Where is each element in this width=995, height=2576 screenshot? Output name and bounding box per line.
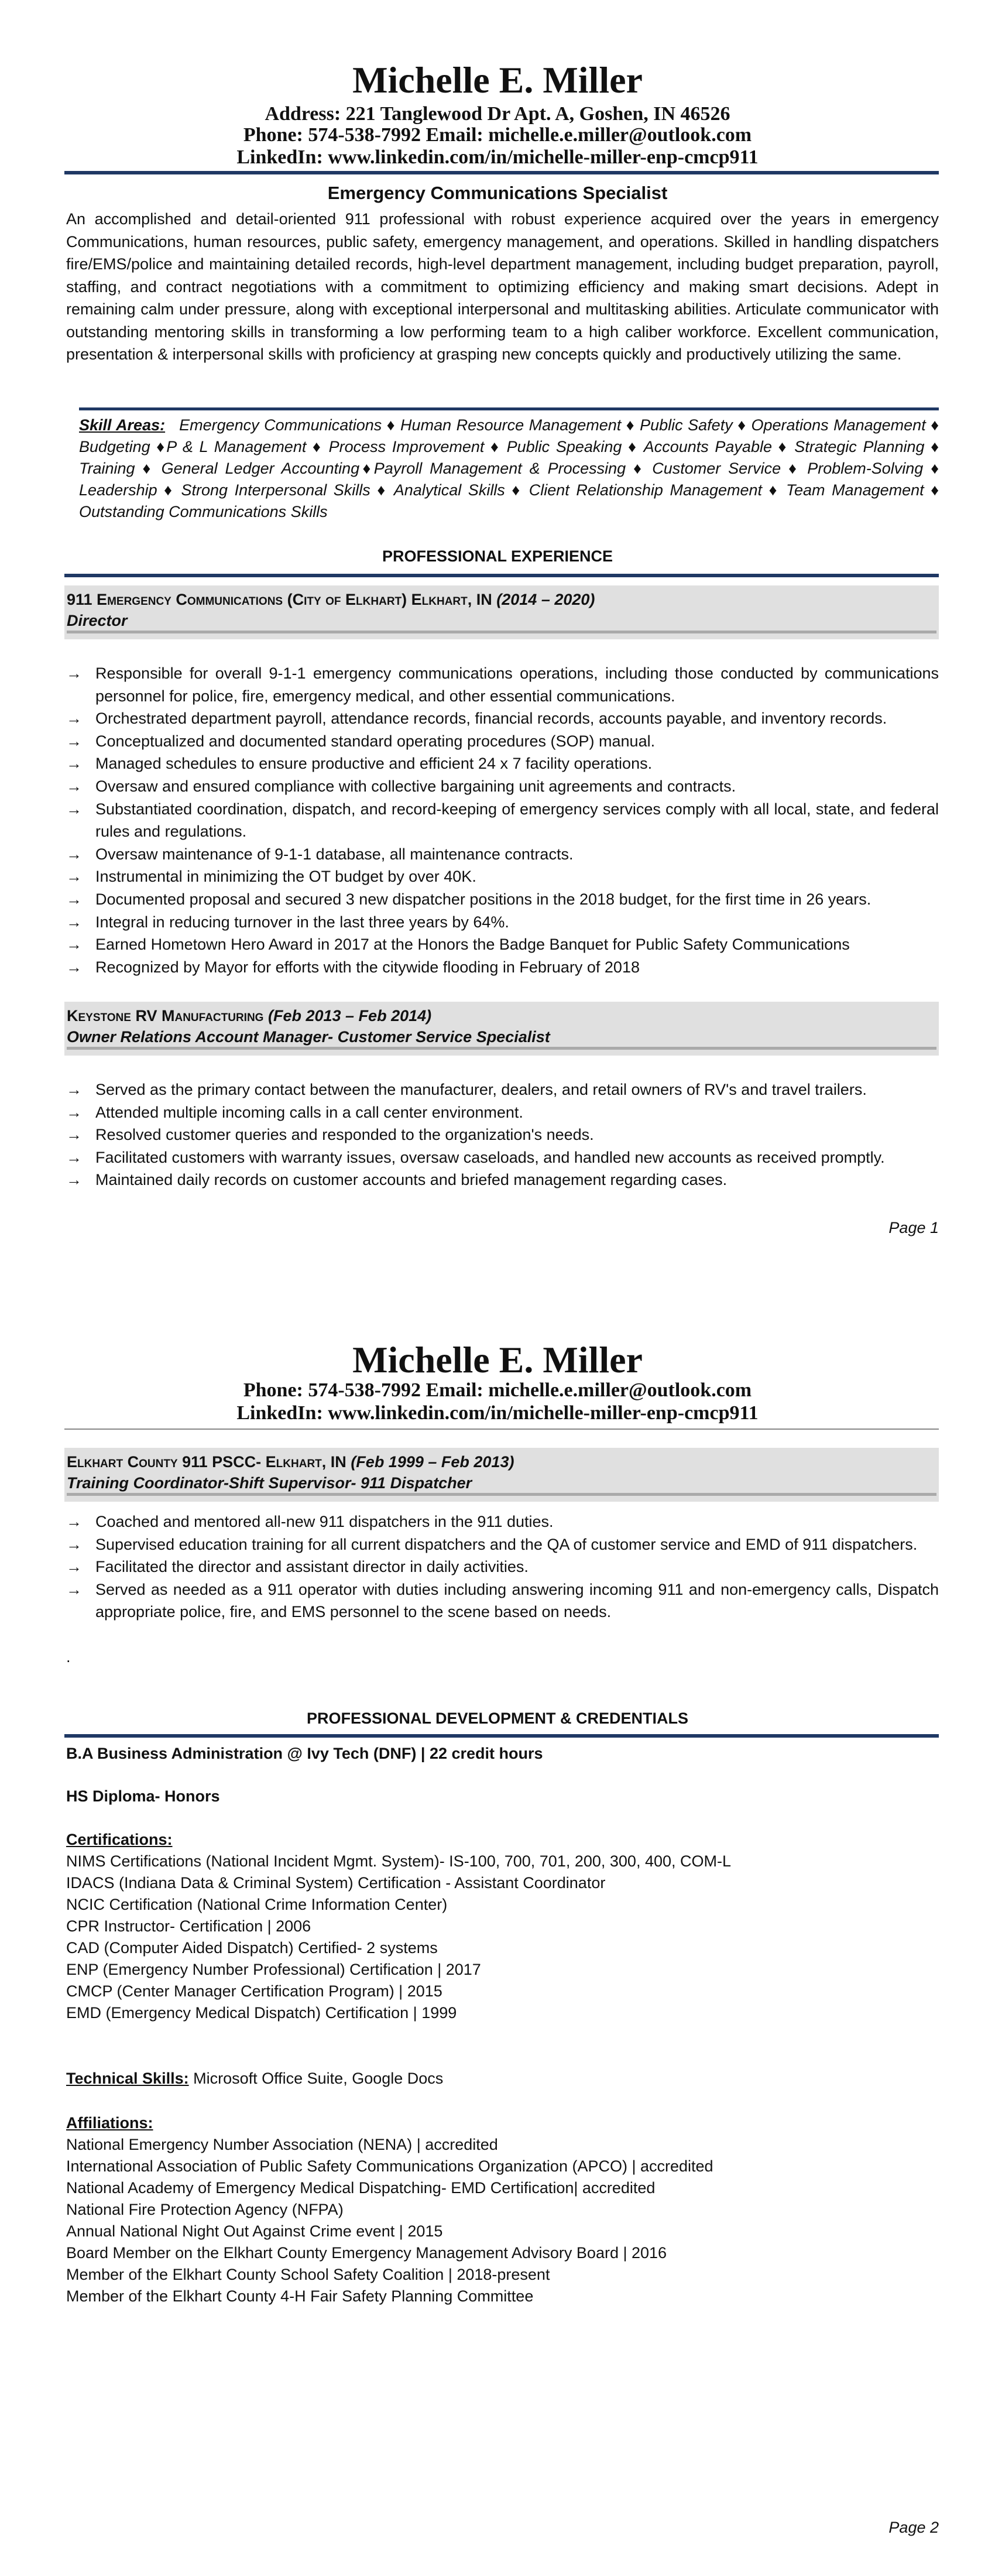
certification-item: IDACS (Indiana Data & Criminal System) Certification - Assistant Coordinator <box>66 1874 606 1892</box>
arrow-icon: → <box>66 868 82 886</box>
arrow-icon: → <box>66 1171 82 1189</box>
arrow-icon: → <box>66 845 82 863</box>
bullet-item <box>66 888 939 911</box>
certification-item: EMD (Emergency Medical Dispatch) Certification | 1999 <box>66 2004 457 2022</box>
arrow-icon: → <box>66 777 82 795</box>
bullet-item <box>66 1169 939 1191</box>
linkedin: LinkedIn: www.linkedin.com/in/michelle-miller-enp-cmcp911 <box>236 1402 759 1424</box>
bullet-text: Served as the primary contact between the manufacturer, dealers, and retail owners of RV's and travel trailers. <box>95 1081 867 1098</box>
affiliation-item: Annual National Night Out Against Crime event | 2015 <box>66 2222 443 2240</box>
job-bullets <box>66 1078 939 1191</box>
certification-item: CMCP (Center Manager Certification Program) | 2015 <box>66 1982 442 2000</box>
stray-dot: . <box>66 1648 71 1666</box>
role: Director <box>67 612 128 629</box>
bullet-text: Substantiated coordination, dispatch, and record-keeping of emergency services comply with all local, state, and federal rules and regulations. <box>95 800 939 841</box>
arrow-icon: → <box>66 1558 82 1576</box>
bullet-text: Oversaw maintenance of 9-1-1 database, all maintenance contracts. <box>95 845 574 863</box>
affiliations <box>66 2112 939 2307</box>
bullet-text: Resolved customer queries and responded to the organization's needs. <box>95 1126 594 1144</box>
linkedin: LinkedIn: www.linkedin.com/in/michelle-miller-enp-cmcp911 <box>236 146 759 168</box>
arrow-icon: → <box>66 890 82 908</box>
dates: (Feb 1999 – Feb 2013) <box>351 1453 514 1471</box>
arrow-icon: → <box>66 1580 82 1598</box>
skills-list: Emergency Communications ♦ Human Resource Management ♦ Public Safety ♦ Operations Management ♦ Budgeting ♦P & L Management ♦ Process Improvement ♦ Public Speaking ♦ Accounts Payable ♦ Strategic Planning ♦ Training ♦ General Ledger Accounting♦Payroll Management & Processing ♦ Customer Service ♦ Problem-Solving ♦ Leadership ♦ Strong Interpersonal Skills ♦ Analytical Skills ♦ Client Relationship Management ♦ Team Management ♦ Outstanding Communications Skills <box>79 416 939 520</box>
certifications-label: Certifications: <box>66 1831 173 1848</box>
skills-label: Skill Areas: <box>79 416 166 434</box>
bullet-text: Facilitated customers with warranty issues, oversaw caseloads, and handled new accounts as received promptly. <box>95 1148 885 1166</box>
arrow-icon: → <box>66 958 82 976</box>
job-header <box>64 1002 939 1056</box>
bullet-item <box>66 843 939 866</box>
arrow-icon: → <box>66 800 82 818</box>
divider <box>79 407 939 410</box>
technical-skills <box>66 2068 939 2089</box>
education-hs: HS Diploma- Honors <box>66 1787 220 1805</box>
company: 911 Emergency Communications (City of Elkhart) Elkhart, IN <box>67 591 492 608</box>
page-number: Page 2 <box>888 2519 939 2536</box>
bullet-item <box>66 1510 939 1533</box>
certification-item: NIMS Certifications (National Incident Mgmt. System)- IS-100, 700, 701, 200, 300, 400, COM-L <box>66 1852 731 1870</box>
bullet-text: Conceptualized and documented standard operating procedures (SOP) manual. <box>95 732 656 750</box>
bullet-text: Earned Hometown Hero Award in 2017 at the Honors the Badge Banquet for Public Safety Communications <box>95 936 850 954</box>
arrow-icon: → <box>66 1081 82 1098</box>
bullet-item <box>66 1556 939 1578</box>
experience-heading: PROFESSIONAL EXPERIENCE <box>382 547 613 565</box>
company: Elkhart County 911 PSCC- Elkhart, IN <box>67 1453 346 1471</box>
bullet-item <box>66 1123 939 1146</box>
certification-item: CPR Instructor- Certification | 2006 <box>66 1917 311 1935</box>
bullet-text: Integral in reducing turnover in the last three years by 64%. <box>95 913 509 931</box>
arrow-icon: → <box>66 1148 82 1166</box>
bullet-text: Attended multiple incoming calls in a call center environment. <box>95 1103 523 1121</box>
bullet-text: Coached and mentored all-new 911 dispatchers in the 911 duties. <box>95 1513 554 1530</box>
certification-item: NCIC Certification (National Crime Information Center) <box>66 1896 448 1913</box>
arrow-icon: → <box>66 755 82 773</box>
candidate-name: Michelle E. Miller <box>352 59 643 101</box>
arrow-icon: → <box>66 1126 82 1144</box>
role: Training Coordinator-Shift Supervisor- 911 Dispatcher <box>67 1474 472 1492</box>
technical-label: Technical Skills: <box>66 2070 189 2087</box>
bullet-text: Responsible for overall 9-1-1 emergency communications operations, including those conducted by communications personnel for police, fire, emergency medical, and other essential communications. <box>95 664 939 705</box>
arrow-icon: → <box>66 1103 82 1121</box>
bullet-item <box>66 1533 939 1556</box>
job-bullets <box>66 1510 939 1623</box>
professional-title: Emergency Communications Specialist <box>327 183 668 203</box>
divider <box>64 574 939 577</box>
arrow-icon: → <box>66 936 82 954</box>
bullet-item <box>66 730 939 753</box>
job-bullets <box>66 662 939 978</box>
skill-areas <box>79 415 939 523</box>
bullet-item <box>66 933 939 956</box>
divider <box>64 1734 939 1738</box>
affiliation-item: Board Member on the Elkhart County Emergency Management Advisory Board | 2016 <box>66 2244 667 2262</box>
bullet-item <box>66 752 939 775</box>
divider <box>64 1429 939 1430</box>
affiliation-item: International Association of Public Safety Communications Organization (APCO) | accredited <box>66 2157 713 2175</box>
technical-value: Microsoft Office Suite, Google Docs <box>193 2070 444 2087</box>
bullet-item <box>66 798 939 843</box>
affiliation-item: Member of the Elkhart County 4-H Fair Safety Planning Committee <box>66 2287 534 2305</box>
bullet-text: Facilitated the director and assistant director in daily activities. <box>95 1558 529 1576</box>
affiliation-item: National Academy of Emergency Medical Dispatching- EMD Certification| accredited <box>66 2179 656 2197</box>
bullet-text: Supervised education training for all current dispatchers and the QA of customer service and EMD of 911 dispatchers. <box>95 1535 918 1553</box>
arrow-icon: → <box>66 710 82 728</box>
phone-email: Phone: 574-538-7992 Email: michelle.e.miller@outlook.com <box>243 1379 752 1401</box>
phone-email: Phone: 574-538-7992 Email: michelle.e.miller@outlook.com <box>243 124 752 146</box>
candidate-name: Michelle E. Miller <box>352 1339 643 1381</box>
bullet-text: Maintained daily records on customer accounts and briefed management regarding cases. <box>95 1171 728 1189</box>
bullet-item <box>66 1578 939 1623</box>
role: Owner Relations Account Manager- Customer Service Specialist <box>67 1028 550 1046</box>
arrow-icon: → <box>66 1513 82 1530</box>
arrow-icon: → <box>66 732 82 750</box>
bullet-item <box>66 1078 939 1101</box>
bullet-item <box>66 956 939 979</box>
bullet-text: Instrumental in minimizing the OT budget by over 40K. <box>95 868 476 886</box>
summary: An accomplished and detail-oriented 911 professional with robust experience acquired over the years in emergency Communications, human resources, public safety, emergency management, and operations. Skilled in handling dispatchers fire/EMS/police and maintaining detailed records, high-level department management, including budget preparation, payroll, staffing, and contract negotiations with a commitment to optimizing efficiency and making smart decisions. Adept in remaining calm under pressure, along with exceptional interpersonal and multitasking abilities. Articulate communicator with outstanding mentoring skills in transforming a low performing team to a high caliber workforce. Excellent communication, presentation & interpersonal skills with proficiency at grasping new concepts quickly and productively utilizing the same. <box>66 210 939 363</box>
bullet-text: Served as needed as a 911 operator with duties including answering incoming 911 and non-emergency calls, Dispatch appropriate police, fire, and EMS personnel to the scene based on needs. <box>95 1580 939 1621</box>
company: Keystone RV Manufacturing <box>67 1007 264 1025</box>
education-ba: B.A Business Administration @ Ivy Tech (DNF) | 22 credit hours <box>66 1745 543 1762</box>
bullet-text: Recognized by Mayor for efforts with the citywide flooding in February of 2018 <box>95 958 640 976</box>
arrow-icon: → <box>66 913 82 931</box>
arrow-icon: → <box>66 1535 82 1553</box>
affiliations-label: Affiliations: <box>66 2114 153 2132</box>
dates: (2014 – 2020) <box>496 591 595 608</box>
divider <box>64 171 939 174</box>
job-header <box>64 585 939 639</box>
dates: (Feb 2013 – Feb 2014) <box>267 1007 432 1025</box>
affiliation-item: National Fire Protection Agency (NFPA) <box>66 2201 344 2218</box>
bullet-item <box>66 662 939 707</box>
bullet-item <box>66 775 939 798</box>
bullet-item <box>66 1101 939 1124</box>
bullet-text: Managed schedules to ensure productive and efficient 24 x 7 facility operations. <box>95 755 653 773</box>
bullet-text: Orchestrated department payroll, attendance records, financial records, accounts payable, and inventory records. <box>95 710 887 728</box>
bullet-item <box>66 911 939 934</box>
bullet-text: Oversaw and ensured compliance with collective bargaining unit agreements and contracts. <box>95 777 736 795</box>
certifications <box>66 1829 939 2024</box>
bullet-item <box>66 707 939 730</box>
arrow-icon: → <box>66 664 82 682</box>
bullet-item <box>66 865 939 888</box>
certification-item: ENP (Emergency Number Professional) Certification | 2017 <box>66 1961 481 1978</box>
address: Address: 221 Tanglewood Dr Apt. A, Goshen, IN 46526 <box>265 103 730 125</box>
job-header <box>64 1448 939 1502</box>
development-heading: PROFESSIONAL DEVELOPMENT & CREDENTIALS <box>306 1710 689 1727</box>
page-number: Page 1 <box>888 1219 939 1236</box>
certification-item: CAD (Computer Aided Dispatch) Certified- 2 systems <box>66 1939 438 1957</box>
affiliation-item: National Emergency Number Association (NENA) | accredited <box>66 2136 498 2153</box>
affiliation-item: Member of the Elkhart County School Safety Coalition | 2018-present <box>66 2266 550 2283</box>
bullet-item <box>66 1146 939 1169</box>
bullet-text: Documented proposal and secured 3 new dispatcher positions in the 2018 budget, for the first time in 26 years. <box>95 890 872 908</box>
